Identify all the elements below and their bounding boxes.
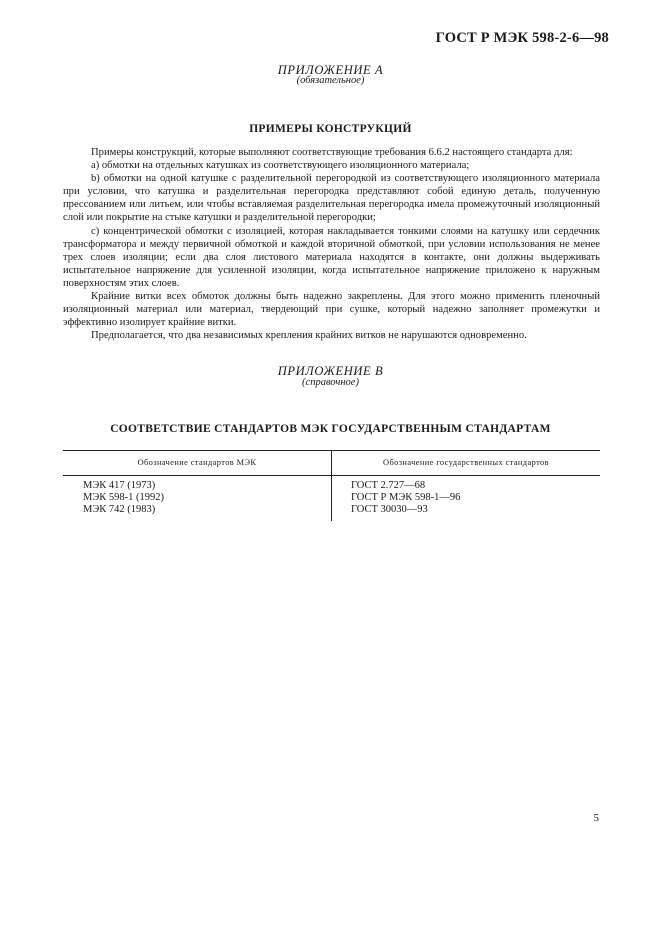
annex-b-heading: СООТВЕТСТВИЕ СТАНДАРТОВ МЭК ГОСУДАРСТВЕННЫМ СТАНДАРТАМ	[110, 423, 551, 435]
paragraph-item-c: с) концентрической обмотки с изоляцией, которая накладывается тонкими слоями на катушку или сердечник трансформатора и между первичной обмоткой и каждой вторичной обмоткой, при условии использования не менее трех слоев изоляции; если два слоя листового материала находятся в контакте, они должны выдерживать испытательное напряжение для усиленной изоляции, когда испытательное напряжение приложено к наружным поверхностям этих слоев.	[63, 225, 600, 289]
table-cell: ГОСТ 30030—93	[351, 504, 428, 515]
table-cell: МЭК 598-1 (1992)	[83, 492, 165, 503]
page-number: 5	[593, 812, 599, 824]
document-code: ГОСТ Р МЭК 598-2-6—98	[435, 30, 609, 46]
table-cell: ГОСТ 2.727—68	[351, 480, 426, 491]
table-column-gost	[351, 480, 460, 516]
paragraph-assumption: Предполагается, что два независимых крепления крайних витков не нарушаются одновременно.	[91, 330, 527, 342]
table-header-gost: Обозначение государственных стандартов	[383, 458, 549, 467]
annex-a-body	[63, 146, 600, 342]
table-cell: МЭК 742 (1983)	[83, 504, 156, 515]
paragraph-end-turns: Крайние витки всех обмоток должны быть надежно закреплены. Для этого можно применить пленочный изоляционный материал или материал, твердеющий при сушке, который надежно заполняет промежутки и эффективно изолирует крайние витки.	[63, 291, 600, 329]
standards-table	[63, 450, 600, 522]
paragraph-item-b: b) обмотки на одной катушке с разделительной перегородкой из соответствующего изоляционного материала при условии, что катушка и разделительная перегородка представляют собой единую деталь, полученную прессованием или литьем, или чтобы вставляемая разделительная перегородка имела промежуточный изоляционный слой или покрытие на стыке катушки и разделительной перегородки;	[63, 173, 600, 224]
paragraph-item-a: а) обмотки на отдельных катушках из соответствующего изоляционного материала;	[91, 160, 470, 172]
table-cell: МЭК 417 (1973)	[83, 480, 156, 491]
table-column-iec	[83, 480, 164, 516]
annex-b-title: ПРИЛОЖЕНИЕ В	[277, 364, 384, 378]
annex-a-title: ПРИЛОЖЕНИЕ А	[277, 63, 384, 77]
table-cell: ГОСТ Р МЭК 598-1—96	[351, 492, 461, 503]
annex-b-status: (справочное)	[302, 377, 359, 388]
paragraph-intro: Примеры конструкций, которые выполняют соответствующие требования 6.6.2 настоящего стандарта для:	[91, 147, 573, 158]
table-header-iec: Обозначение стандартов МЭК	[137, 458, 257, 467]
annex-a-heading: ПРИМЕРЫ КОНСТРУКЦИЙ	[249, 123, 412, 135]
annex-a-status: (обязательное)	[296, 75, 365, 86]
